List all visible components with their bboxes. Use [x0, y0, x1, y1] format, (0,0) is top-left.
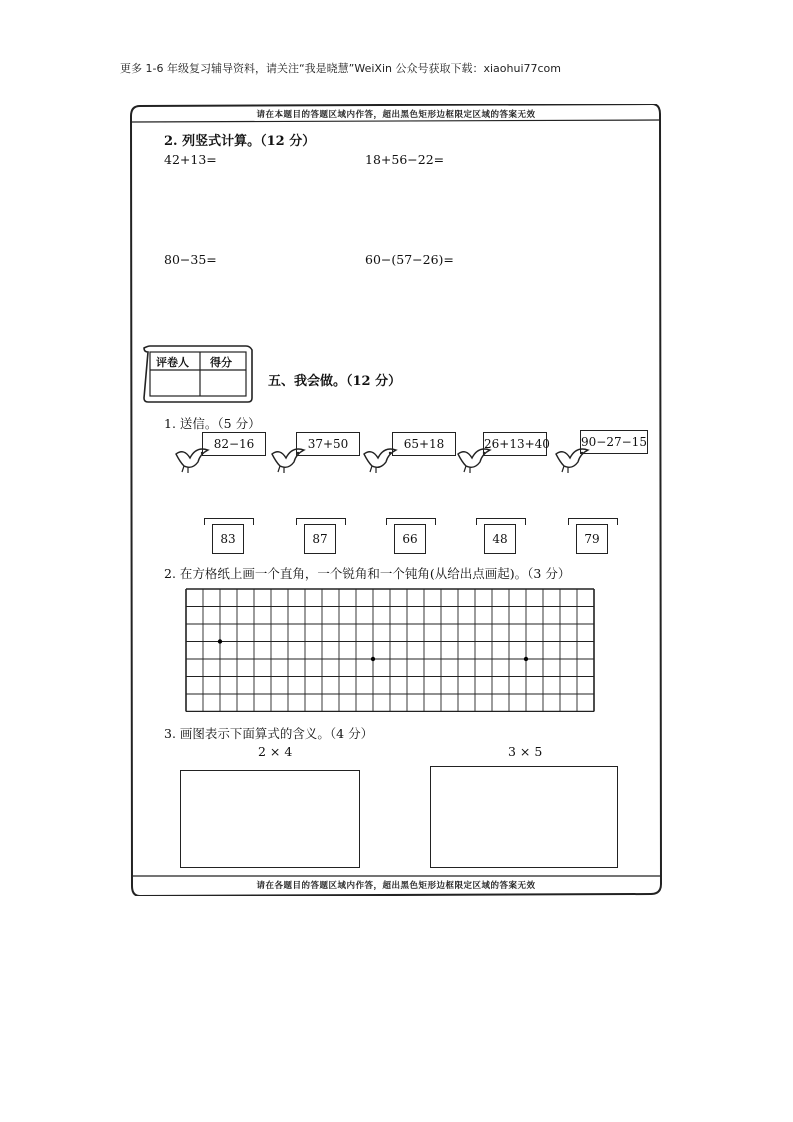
bird-icon: [270, 444, 306, 474]
bird-icon: [174, 444, 210, 474]
expr-left: 2 × 4: [258, 744, 293, 759]
drawing-box-right[interactable]: [430, 766, 618, 868]
mailbox: [292, 518, 348, 558]
mailbox: [382, 518, 438, 558]
mailbox-number: 83: [212, 524, 244, 554]
grader-frame: [142, 344, 254, 404]
grid-paper[interactable]: [185, 588, 595, 712]
mailbox-number: 87: [304, 524, 336, 554]
grader-box: [142, 344, 254, 404]
start-point[interactable]: [371, 657, 375, 661]
start-point[interactable]: [218, 639, 222, 643]
q2-title: 2. 列竖式计算。（12 分）: [164, 134, 316, 149]
letter-card: 26+13+40: [483, 432, 547, 456]
mailbox: [200, 518, 256, 558]
mailbox: [564, 518, 620, 558]
grader-label: 评卷人: [156, 356, 189, 369]
letter-card: 82−16: [202, 432, 266, 456]
score-label: 得分: [210, 356, 232, 369]
q1-title: 1. 送信。（5 分）: [164, 416, 261, 431]
calc-item: 80−35=: [164, 252, 217, 267]
mailbox: [472, 518, 528, 558]
bird-icon: [456, 444, 492, 474]
calc-item: 18+56−22=: [365, 152, 445, 167]
q2b-title: 2. 在方格纸上画一个直角，一个锐角和一个钝角(从给出点画起)。（3 分）: [164, 566, 571, 581]
q3-title: 3. 画图表示下面算式的含义。（4 分）: [164, 726, 374, 741]
letter-card: 90−27−15: [580, 430, 648, 454]
letter-card: 65+18: [392, 432, 456, 456]
answer-area-notice-bottom: 请在各题目的答题区域内作答，超出黑色矩形边框限定区域的答案无效: [256, 881, 536, 891]
bird-icon: [554, 444, 590, 474]
start-point[interactable]: [524, 657, 528, 661]
bird-icon: [362, 444, 398, 474]
mailbox-number: 66: [394, 524, 426, 554]
header-note: 更多 1-6 年级复习辅导资料，请关注“我是晓慧”WeiXin 公众号获取下载：xiaohui77com: [120, 62, 561, 75]
worksheet: [130, 104, 662, 896]
mailbox-number: 48: [484, 524, 516, 554]
letter-card: 37+50: [296, 432, 360, 456]
drawing-box-left[interactable]: [180, 770, 360, 868]
expr-right: 3 × 5: [508, 744, 543, 759]
calc-item: 42+13=: [164, 152, 217, 167]
calc-item: 60−(57−26)=: [365, 252, 454, 267]
mailbox-number: 79: [576, 524, 608, 554]
answer-area-notice-top: 请在本题目的答题区域内作答，超出黑色矩形边框限定区域的答案无效: [256, 110, 536, 120]
section5-title: 五、我会做。（12 分）: [268, 374, 402, 389]
